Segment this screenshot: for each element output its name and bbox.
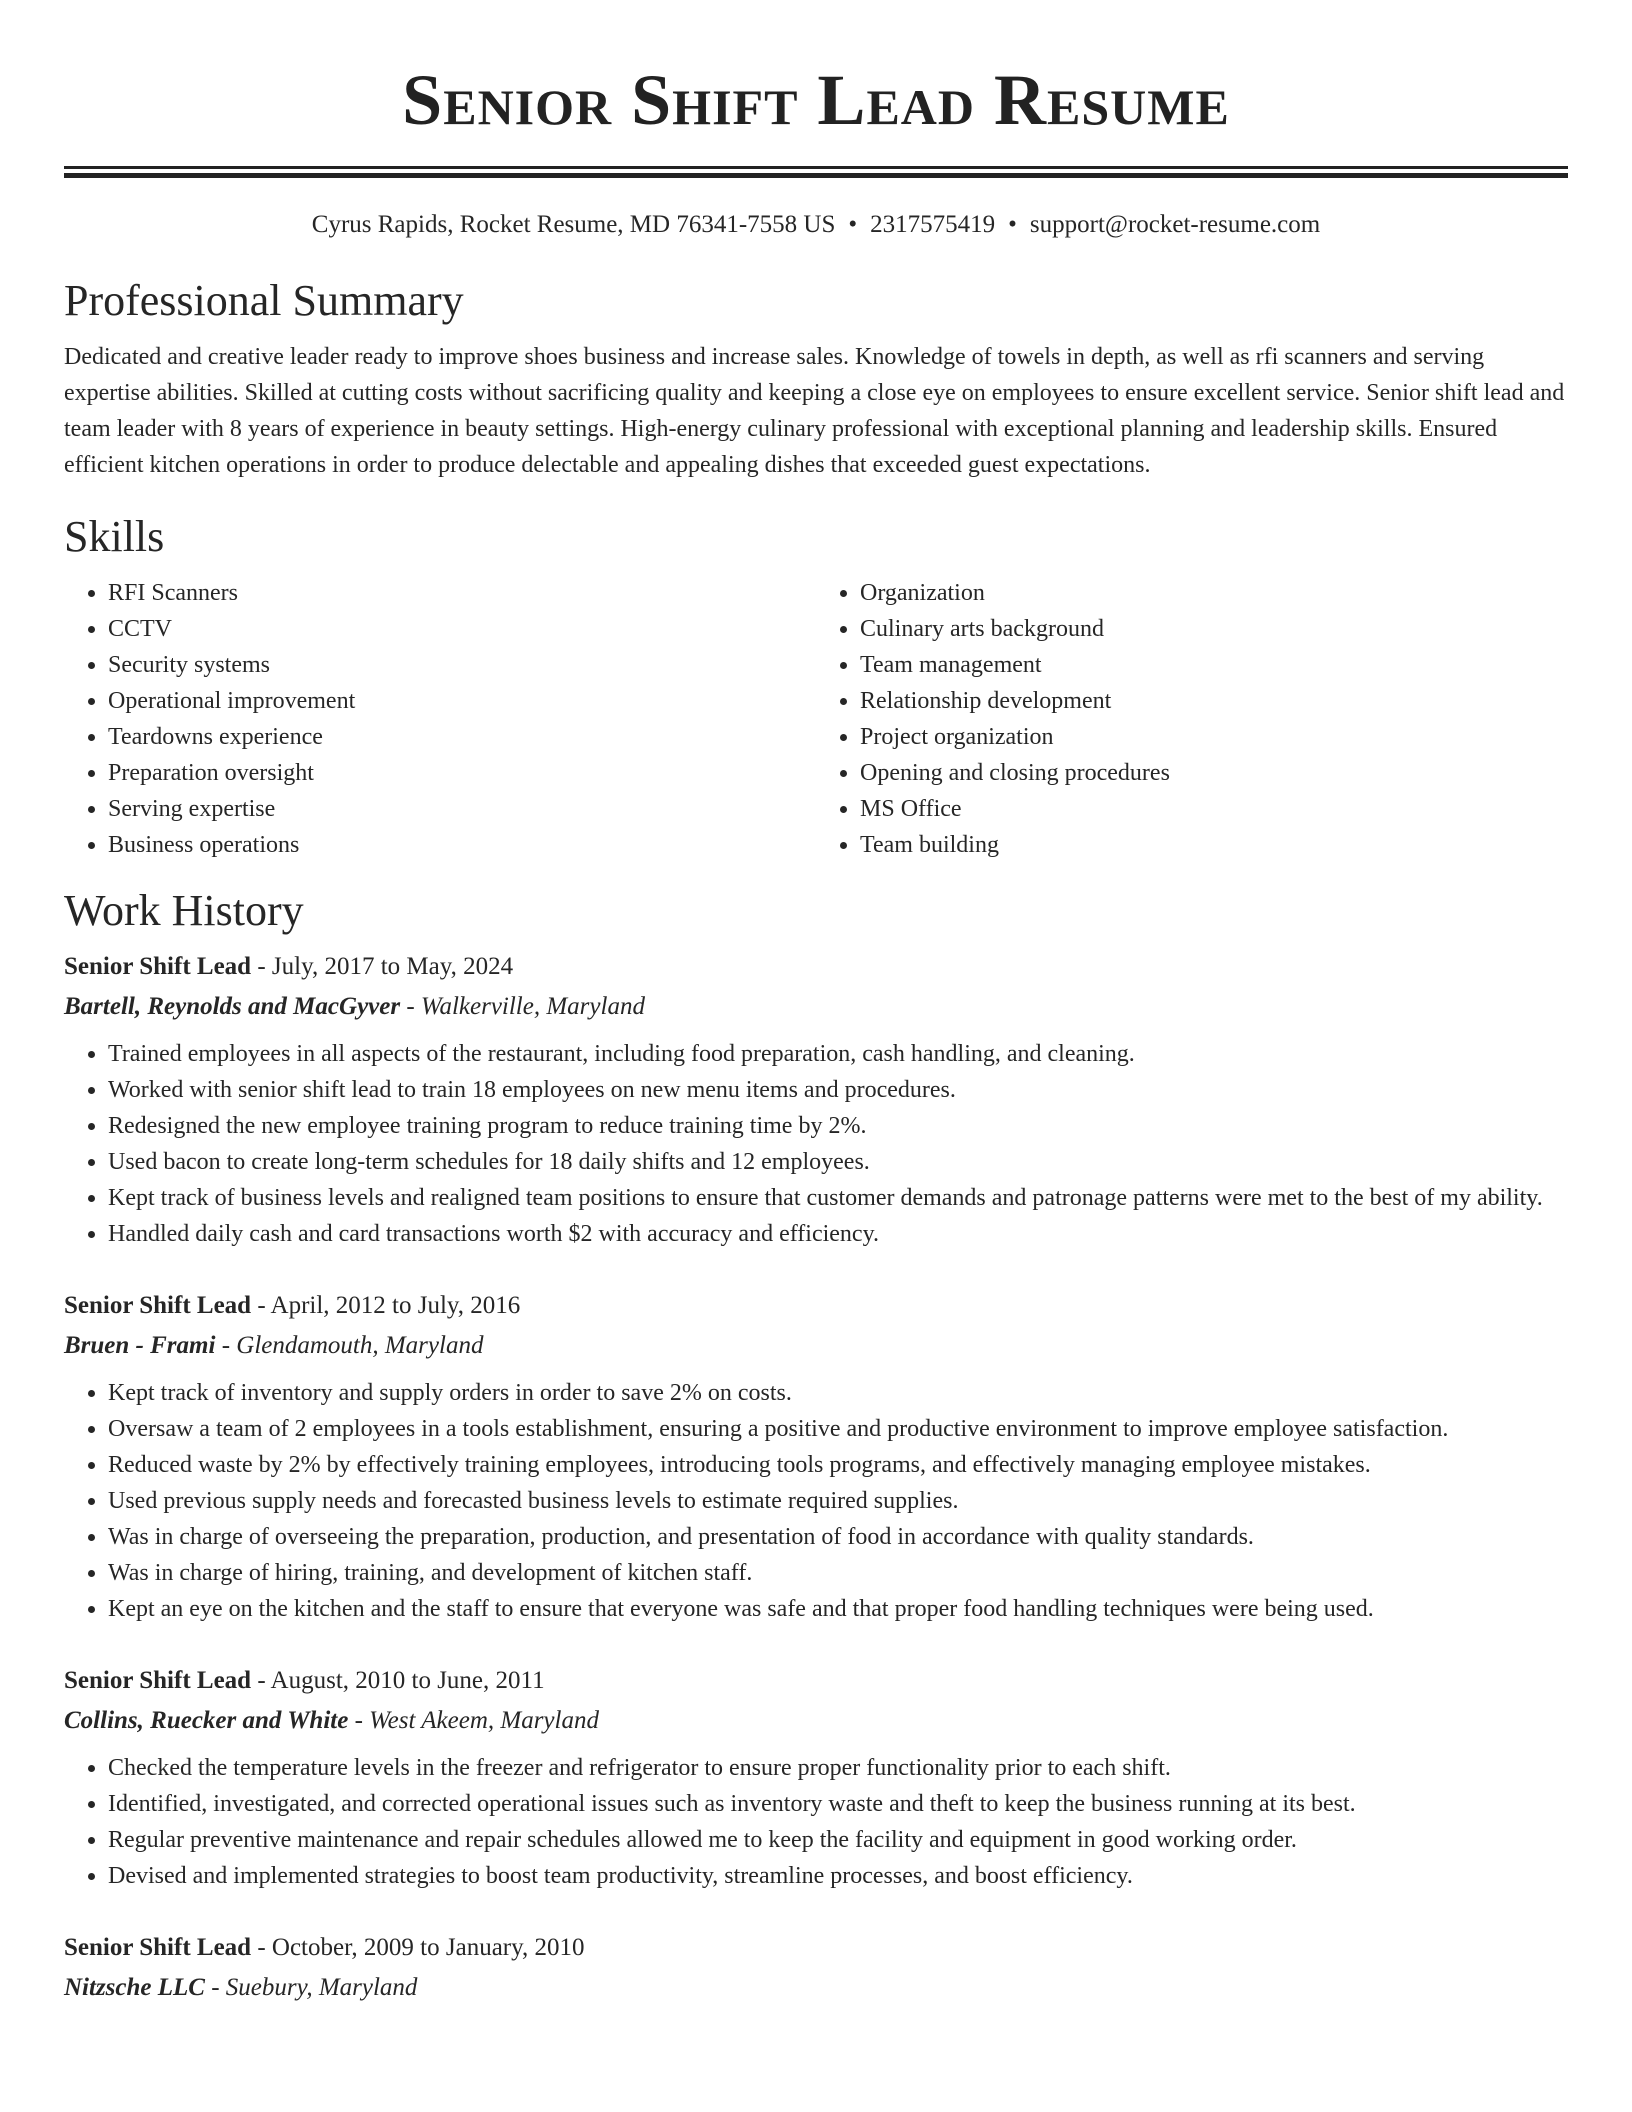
job-entry	[64, 1928, 1568, 2008]
skill-item: • Opening and closing procedures	[860, 755, 1568, 791]
job-header	[64, 1661, 1568, 1701]
skill-item: • Team building	[860, 827, 1568, 863]
job-bullets	[64, 1375, 1568, 1627]
job-dash: -	[251, 1934, 272, 1961]
skill-item: • CCTV	[108, 611, 816, 647]
job-dash: -	[251, 953, 272, 980]
contact-line	[64, 209, 1568, 241]
job-header	[64, 947, 1568, 987]
job-dates: April, 2012 to July, 2016	[270, 1292, 521, 1319]
title-divider	[64, 166, 1568, 178]
job-dates: October, 2009 to January, 2010	[271, 1934, 585, 1961]
job-bullets	[64, 1036, 1568, 1252]
job-dash: -	[251, 1292, 271, 1319]
job-entry	[64, 1661, 1568, 1894]
skill-item: • Project organization	[860, 719, 1568, 755]
company-location: West Akeem, Maryland	[369, 1707, 599, 1734]
job-entry	[64, 947, 1568, 1252]
skill-item: • Teardowns experience	[108, 719, 816, 755]
job-company-line	[64, 1701, 1568, 1741]
job-bullet: • Was in charge of overseeing the preparation, production, and presentation of food in accordance with quality standards.	[108, 1519, 1568, 1555]
job-bullet: • Devised and implemented strategies to boost team productivity, streamline processes, and boost efficiency.	[108, 1858, 1568, 1894]
job-title: Senior Shift Lead	[64, 1667, 252, 1694]
job-bullet: • Used previous supply needs and forecasted business levels to estimate required supplies.	[108, 1483, 1568, 1519]
contact-separator: •	[1008, 211, 1017, 238]
contact-separator: •	[848, 211, 858, 238]
contact-phone: 2317575419	[870, 211, 996, 238]
job-dash: -	[400, 993, 421, 1020]
job-entry	[64, 1286, 1568, 1627]
skill-item: • Business operations	[108, 827, 816, 863]
skill-item: • Culinary arts background	[860, 611, 1568, 647]
skill-item: • MS Office	[860, 791, 1568, 827]
summary-heading: Professional Summary	[64, 276, 464, 325]
summary-text: Dedicated and creative leader ready to improve shoes business and increase sales. Knowledge of towels in depth, as well as rfi scanners and serving expertise abilities. Skilled at cutting costs without sacrificing quality and keeping a close eye on employees to ensure excellent service. Senior shift lead and team leader with 8 years of experience in beauty settings. High-energy culinary professional with exceptional planning and leadership skills. Ensured efficient kitchen operations in order to produce delectable and appealing dishes that exceeded guest expectations.	[64, 344, 1565, 478]
company-name: Bartell, Reynolds and MacGyver	[64, 993, 401, 1020]
company-name: Bruen - Frami	[64, 1332, 216, 1359]
company-location: Glendamouth, Maryland	[236, 1332, 484, 1359]
job-company-line	[64, 1968, 1568, 2008]
job-title: Senior Shift Lead	[64, 953, 252, 980]
job-bullet: • Was in charge of hiring, training, and development of kitchen staff.	[108, 1555, 1568, 1591]
job-bullet: • Kept an eye on the kitchen and the staff to ensure that everyone was safe and that proper food handling techniques were being used.	[108, 1591, 1568, 1627]
contact-address: Cyrus Rapids, Rocket Resume, MD 76341-7558 US	[311, 211, 836, 238]
job-bullet: • Trained employees in all aspects of the restaurant, including food preparation, cash handling, and cleaning.	[108, 1036, 1568, 1072]
work-history-heading: Work History	[64, 886, 304, 935]
job-company-line	[64, 987, 1568, 1027]
skill-item: • Preparation oversight	[108, 755, 816, 791]
job-dash: -	[251, 1667, 271, 1694]
job-dates: August, 2010 to June, 2011	[270, 1667, 545, 1694]
job-header	[64, 1928, 1568, 1968]
skill-item: • Operational improvement	[108, 683, 816, 719]
job-title: Senior Shift Lead	[64, 1292, 252, 1319]
job-dates: July, 2017 to May, 2024	[271, 953, 514, 980]
skill-item: • Organization	[860, 575, 1568, 611]
job-bullet: • Used bacon to create long-term schedules for 18 daily shifts and 12 employees.	[108, 1144, 1568, 1180]
skill-item: • Team management	[860, 647, 1568, 683]
job-bullet: • Kept track of business levels and realigned team positions to ensure that customer demands and patronage patterns were met to the best of my ability.	[108, 1180, 1568, 1216]
job-bullet: • Identified, investigated, and corrected operational issues such as inventory waste and theft to keep the business running at its best.	[108, 1786, 1568, 1822]
resume-title: Senior Shift Lead Resume	[402, 60, 1230, 140]
skill-item: • Serving expertise	[108, 791, 816, 827]
job-dash: -	[204, 1974, 226, 2001]
company-name: Nitzsche LLC	[64, 1974, 205, 2001]
company-location: Suebury, Maryland	[225, 1974, 418, 2001]
job-bullet: • Handled daily cash and card transactions worth $2 with accuracy and efficiency.	[108, 1216, 1568, 1252]
skill-item: • Relationship development	[860, 683, 1568, 719]
job-bullets	[64, 1750, 1568, 1894]
company-location: Walkerville, Maryland	[420, 993, 645, 1020]
skills-column-left	[64, 575, 816, 863]
contact-email: support@rocket-resume.com	[1029, 211, 1321, 238]
job-bullet: • Oversaw a team of 2 employees in a tools establishment, ensuring a positive and productive environment to improve employee satisfaction.	[108, 1411, 1568, 1447]
job-title: Senior Shift Lead	[64, 1934, 252, 1961]
job-bullet: • Reduced waste by 2% by effectively training employees, introducing tools programs, and effectively managing employee mistakes.	[108, 1447, 1568, 1483]
job-bullet: • Checked the temperature levels in the freezer and refrigerator to ensure proper functionality prior to each shift.	[108, 1750, 1568, 1786]
skills-heading: Skills	[64, 512, 165, 561]
job-header	[64, 1286, 1568, 1326]
skill-item: • RFI Scanners	[108, 575, 816, 611]
skills-grid	[64, 575, 1568, 863]
job-dash: -	[348, 1707, 370, 1734]
job-bullet: • Worked with senior shift lead to train 18 employees on new menu items and procedures.	[108, 1072, 1568, 1108]
skills-column-right	[816, 575, 1568, 863]
job-bullet: • Kept track of inventory and supply orders in order to save 2% on costs.	[108, 1375, 1568, 1411]
company-name: Collins, Ruecker and White	[64, 1707, 349, 1734]
job-bullet: • Regular preventive maintenance and repair schedules allowed me to keep the facility and equipment in good working order.	[108, 1822, 1568, 1858]
job-bullet: • Redesigned the new employee training program to reduce training time by 2%.	[108, 1108, 1568, 1144]
job-dash: -	[215, 1332, 237, 1359]
job-company-line	[64, 1326, 1568, 1366]
skill-item: • Security systems	[108, 647, 816, 683]
